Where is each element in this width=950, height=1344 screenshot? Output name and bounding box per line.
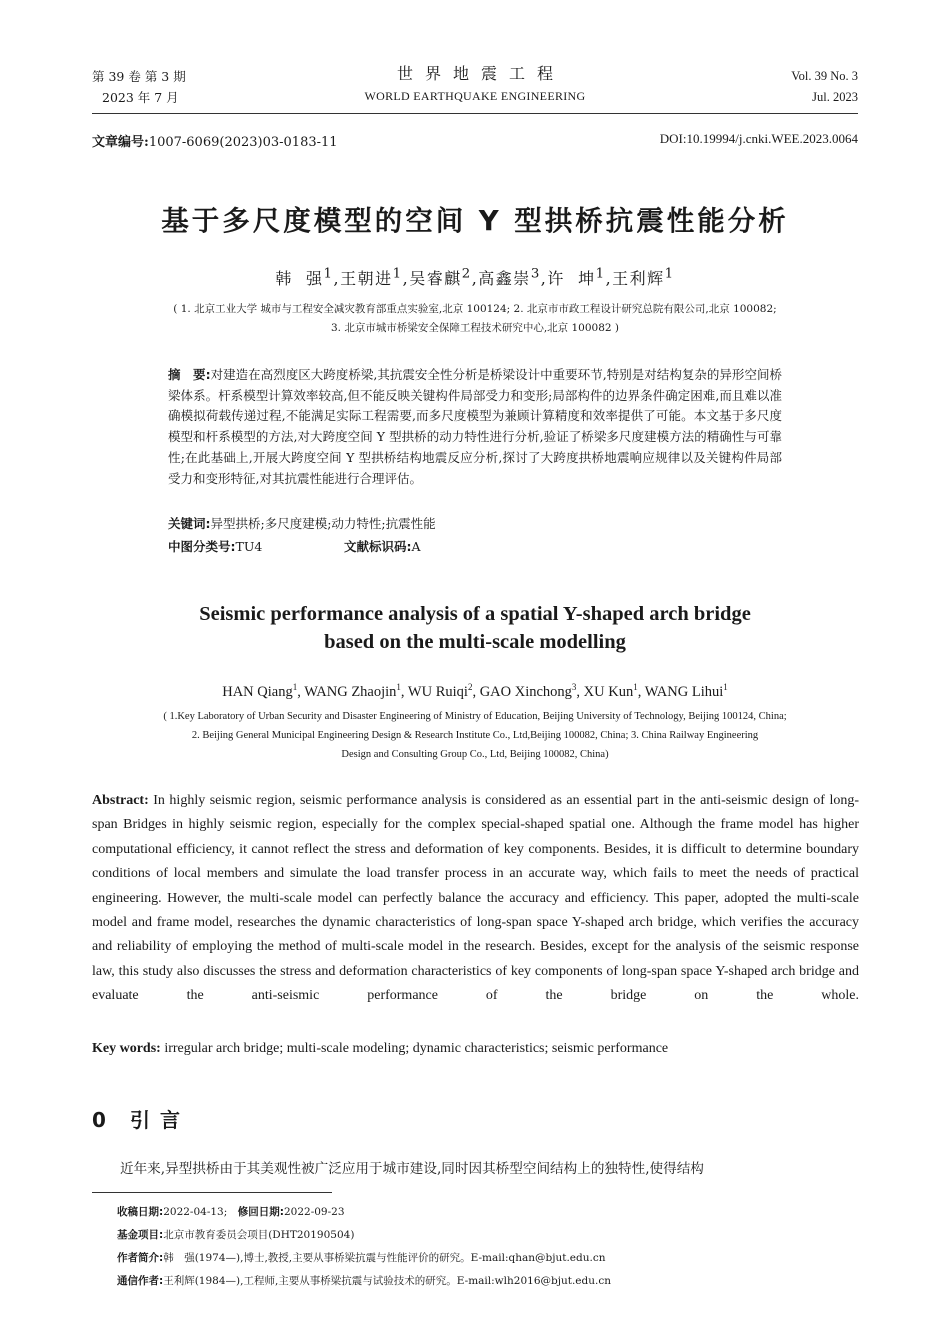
article-number (92, 131, 338, 150)
footnote-funding (117, 1227, 354, 1243)
section-title: 引言 (130, 1108, 190, 1132)
author-name: WANG Zhaojin (304, 683, 397, 700)
author-affiliation-mark: 1 (323, 266, 334, 282)
doi: DOI:10.19994/j.cnki.WEE.2023.0064 (659, 131, 858, 146)
footnote-dates (117, 1204, 345, 1220)
corresponding-value: 王利辉(1984—),工程师,主要从事桥梁抗震与试验技术的研究。E-mail:wlh2016@bjut.edu.cn (163, 1275, 611, 1287)
section-number: 0 (92, 1108, 106, 1132)
date-cn: 2023 年 7 月 (102, 90, 179, 105)
abstract-cn-text: 对建造在高烈度区大跨度桥梁,其抗震安全性分析是桥梁设计中重要环节,特别是对结构复杂的异形空间桥梁体系。杆系模型计算效率较高,但不能反映关键构件局部受力和变形;局部构件的边界条件确定困难,而且难以准确模拟荷载传递过程,不能满足实际工程需要,而多尺度模型为兼顾计算精度和效率提供了可能。本文基于多尺度模型和杆系模型的方法,对大跨度空间 Y 型拱桥的动力特性进行分析,验证了桥梁多尺度建模方法的精确性与可靠性;在此基础上,开展大跨度空间 Y 型拱桥结构地震反应分析,探讨了大跨度拱桥地震响应规律以及关键构件局部受力和变形特征,对其抗震性能进行合理评估。 (168, 367, 782, 486)
author-affiliation-mark: 1 (723, 682, 728, 692)
abstract-en-label: Abstract: (92, 793, 149, 808)
author-bio-value: 韩 强(1974—),博士,教授,主要从事桥梁抗震与性能评价的研究。E-mail:qhan@bjut.edu.cn (163, 1252, 606, 1264)
clc-value: TU4 (235, 539, 263, 554)
author-affiliation-mark: 1 (633, 682, 638, 692)
author-name: WU Ruiqi (407, 683, 468, 700)
footnote-author-bio (117, 1250, 606, 1266)
doc-value: A (411, 539, 421, 554)
author-name: 吴睿麒 (409, 269, 462, 288)
author-name: 王利辉 (612, 269, 665, 288)
author-name: HAN Qiang (222, 683, 293, 700)
journal-name-cn: 世界地震工程 (396, 64, 565, 83)
footnote-corresponding (117, 1273, 611, 1289)
author-affiliation-mark: 1 (595, 266, 606, 282)
title-cn: 基于多尺度模型的空间 Y 型拱桥抗震性能分析 (161, 205, 789, 237)
corresponding-label: 通信作者: (117, 1275, 164, 1287)
keywords-en (92, 1037, 859, 1061)
volume-cn: 第 39 卷 第 3 期 (92, 69, 186, 84)
header-left (92, 66, 186, 108)
journal-name-en: WORLD EARTHQUAKE ENGINEERING (364, 89, 586, 103)
affiliation-en-line: ( 1.Key Laboratory of Urban Security and Disaster Engineering of Ministry of Education, Beijing University of Technology, Beijing 100124, China; (163, 711, 787, 722)
author-affiliation-mark: 2 (467, 682, 473, 692)
footnote-rule (92, 1192, 332, 1193)
affiliation-en-line: Design and Consulting Group Co., Ltd, Beijing 100082, China) (341, 749, 609, 760)
author-bio-label: 作者简介: (117, 1252, 164, 1264)
classification (168, 537, 782, 557)
keywords-en-text: irregular arch bridge; multi-scale modeling; dynamic characteristics; seismic performance (164, 1041, 669, 1056)
section-heading (92, 1104, 190, 1133)
article-number-label: 文章编号: (92, 135, 149, 150)
author-affiliation-mark: 1 (392, 266, 403, 282)
header-right (791, 66, 858, 108)
affiliation-en-line: 2. Beijing General Municipal Engineering Design & Research Institute Co., Ltd,Beijing 100082, China; 3. China Railway Engineering (191, 730, 759, 741)
author-name: 许 坤 (547, 269, 596, 288)
revised-label: 修回日期: (237, 1206, 284, 1218)
author-name: GAO Xinchong (479, 683, 572, 700)
affiliations-en (90, 707, 860, 764)
abstract-en (92, 789, 859, 1009)
intro-paragraph: 近年来,异型拱桥由于其美观性被广泛应用于城市建设,同时因其桥型空间结构上的独特性,使得结构 (120, 1161, 704, 1177)
keywords-en-label: Key words: (92, 1041, 161, 1056)
revised-value: 2022-09-23 (283, 1206, 345, 1218)
keywords-cn (168, 514, 782, 534)
volume-en: Vol. 39 No. 3 (791, 69, 858, 83)
authors-en: HAN Qiang$^1$, WANG Zhaojin$^1$, WU Ruiqi$^2$, GAO Xinchong$^3$, XU Kun$^1$, WANG Lihui$^1$ (222, 682, 728, 700)
affiliations-cn (100, 300, 850, 338)
doc-label: 文献标识码: (344, 539, 412, 554)
author-affiliation-mark: 3 (571, 682, 577, 692)
author-name: XU Kun (583, 683, 634, 700)
abstract-cn (168, 365, 782, 489)
affiliation-cn-line: 3. 北京市城市桥梁安全保障工程技术研究中心,北京 100082 ) (330, 322, 620, 334)
funding-label: 基金项目: (117, 1229, 164, 1241)
author-name: WANG Lihui (644, 683, 724, 700)
received-value: 2022-04-13; (163, 1206, 238, 1218)
author-name: 韩 强 (275, 269, 324, 288)
received-label: 收稿日期: (117, 1206, 164, 1218)
clc-label: 中图分类号: (168, 539, 236, 554)
author-affiliation-mark: 1 (292, 682, 298, 692)
abstract-en-text: In highly seismic region, seismic performance analysis is considered as an essential part in the anti-seismic design of long-span Bridges in highly seismic region, especially for the complex special-shaped spatial one. Although the frame model has higher computational efficiency, it cannot reflect the stress and deformation of key components. Besides, it is difficult to determine boundary conditions of local members and simulate the load transfer process in an accurate way, which fails to meet the needs of practical engineering. However, the multi-scale model can perfectly balance the accuracy and efficiency. This paper, adopted the multi-scale model and frame model, researches the dynamic characteristics of long-span space Y-shaped arch bridge, which verifies the accuracy and reliability of employing the method of multi-scale model in the research. Besides, except for the analysis of the seismic response law, this study also discusses the stress and deformation characteristics of key components of long-span space Y-shaped arch bridge and evaluate the anti-seismic performance of the bridge on the whole. (92, 793, 859, 1004)
document-code (344, 537, 421, 557)
article-number-value: 1007-6069(2023)03-0183-11 (148, 135, 338, 150)
author-affiliation-mark: 1 (396, 682, 401, 692)
title-en-line: based on the multi-scale modelling (324, 631, 626, 653)
funding-value: 北京市教育委员会项目(DHT20190504) (163, 1229, 355, 1241)
keywords-cn-text: 异型拱桥;多尺度建模;动力特性;抗震性能 (210, 516, 436, 531)
date-en: Jul. 2023 (812, 90, 858, 104)
header-center (300, 62, 650, 106)
author-name: 高鑫崇 (478, 269, 531, 288)
author-affiliation-mark: 3 (530, 266, 541, 282)
author-affiliation-mark: 1 (664, 266, 675, 282)
title-en (0, 600, 950, 656)
authors-cn: 韩 强$^1$,王朝进$^1$,吴睿麒$^2$,高鑫崇$^3$,许 坤$^1$,王利辉$^1$ (275, 266, 675, 288)
keywords-cn-label: 关键词: (168, 516, 211, 531)
header-rule (92, 113, 858, 114)
affiliation-cn-line: ( 1. 北京工业大学 城市与工程安全减灾教育部重点实验室,北京 100124; 2. 北京市市政工程设计研究总院有限公司,北京 100082; (173, 303, 777, 315)
title-en-line: Seismic performance analysis of a spatial Y-shaped arch bridge (199, 603, 751, 625)
author-affiliation-mark: 2 (461, 266, 472, 282)
author-name: 王朝进 (340, 269, 393, 288)
abstract-cn-label: 摘 要: (168, 367, 211, 382)
